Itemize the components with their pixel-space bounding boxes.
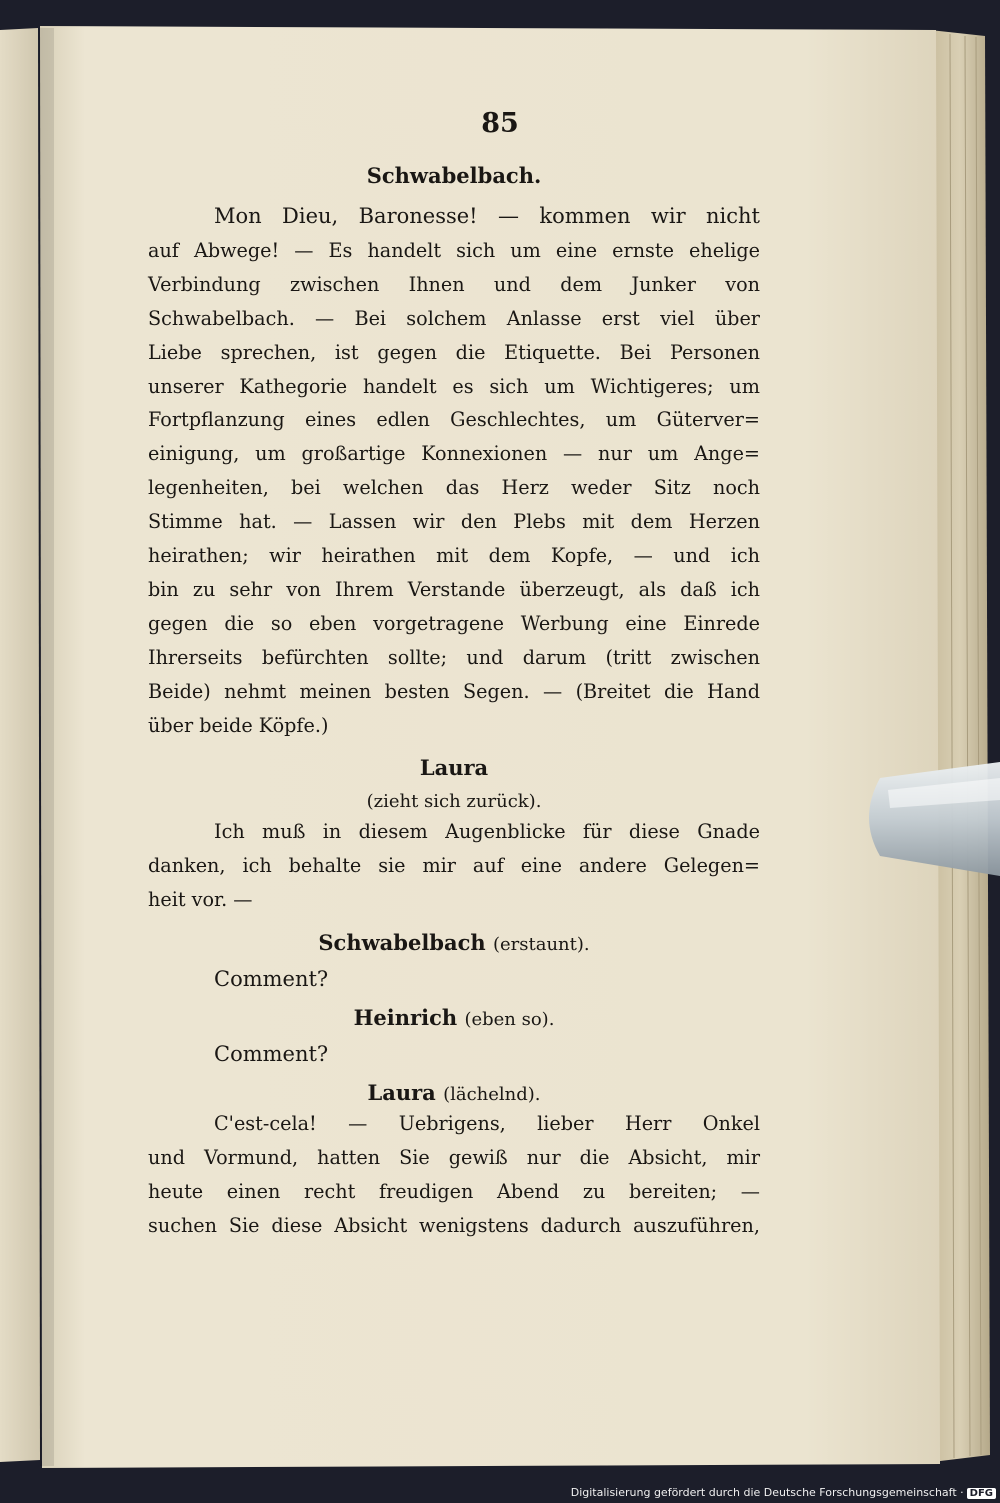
stage-direction: (zieht sich zurück). (366, 791, 542, 812)
text-line: danken, ich behalte sie mir auf eine andere Gelegen= (148, 853, 760, 877)
text-line: über beide Köpfe.) (148, 713, 329, 737)
digitization-credit: Digitalisierung gefördert durch die Deutsche Forschungsgemeinschaft · DFG (0, 1486, 996, 1499)
text-line: Mon Dieu, Baronesse! — kommen wir nicht (214, 204, 760, 228)
text-line: C'est-cela! — Uebrigens, lieber Herr Onkel (214, 1112, 760, 1135)
dialogue-paragraph (148, 963, 760, 997)
text-line: Comment? (214, 967, 329, 991)
dialogue-paragraph (148, 1038, 760, 1072)
text-line: legenheiten, bei welchen das Herz weder Sitz noch (148, 476, 760, 500)
speaker-name: Schwabelbach. (366, 163, 542, 188)
text-line: unserer Kathegorie handelt es sich um Wichtigeres; um (148, 374, 760, 398)
credit-text: Digitalisierung gefördert durch die Deutsche Forschungsgemeinschaft (570, 1486, 957, 1499)
text-line: gegen die so eben vorgetragene Werbung eine Einrede (148, 611, 760, 635)
page-number: 85 (481, 108, 519, 139)
dialogue-paragraph (148, 1107, 760, 1243)
text-line: Stimme hat. — Lassen wir den Plebs mit dem Herzen (148, 510, 760, 534)
text-line: Schwabelbach. — Bei solchem Anlasse erst viel über (148, 306, 760, 330)
text-line: Beide) nehmt meinen besten Segen. — (Breitet die Hand (148, 679, 760, 703)
text-line: Comment? (214, 1042, 329, 1066)
text-line: heute einen recht freudigen Abend zu bereiten; — (148, 1179, 760, 1203)
dialogue-paragraph (148, 200, 760, 743)
speaker-name: Laura (419, 755, 489, 780)
text-line: einigung, um großartige Konnexionen — nur um Ange= (148, 442, 760, 466)
text-line: bin zu sehr von Ihrem Verstande überzeugt, als daß ich (148, 577, 760, 601)
text-line: heirathen; wir heirathen mit dem Kopfe, — und ich (148, 544, 760, 568)
text-line: Ihrerseits befürchten sollte; und darum (tritt zwischen (148, 645, 760, 669)
text-line: auf Abwege! — Es handelt sich um eine ernste ehelige (148, 238, 760, 262)
dfg-logo-icon: DFG (967, 1488, 996, 1499)
text-line: suchen Sie diese Absicht wenigstens dadurch auszuführen, (148, 1213, 760, 1237)
text-line: heit vor. — (148, 887, 253, 911)
dialogue-paragraph (148, 815, 760, 917)
speaker-name: Schwabelbach (erstaunt). (318, 930, 590, 955)
text-line: und Vormund, hatten Sie gewiß nur die Absicht, mir (148, 1145, 760, 1169)
speaker-name: Heinrich (eben so). (353, 1005, 555, 1030)
speaker-name: Laura (lächelnd). (367, 1080, 541, 1105)
text-line: Verbindung zwischen Ihnen und dem Junker von (148, 272, 760, 296)
text-line: Fortpflanzung eines edlen Geschlechtes, um Güterver= (148, 408, 760, 432)
text-line: Liebe sprechen, ist gegen die Etiquette. Bei Personen (148, 340, 760, 364)
text-line: Ich muß in diesem Augenblicke für diese Gnade (214, 820, 760, 843)
